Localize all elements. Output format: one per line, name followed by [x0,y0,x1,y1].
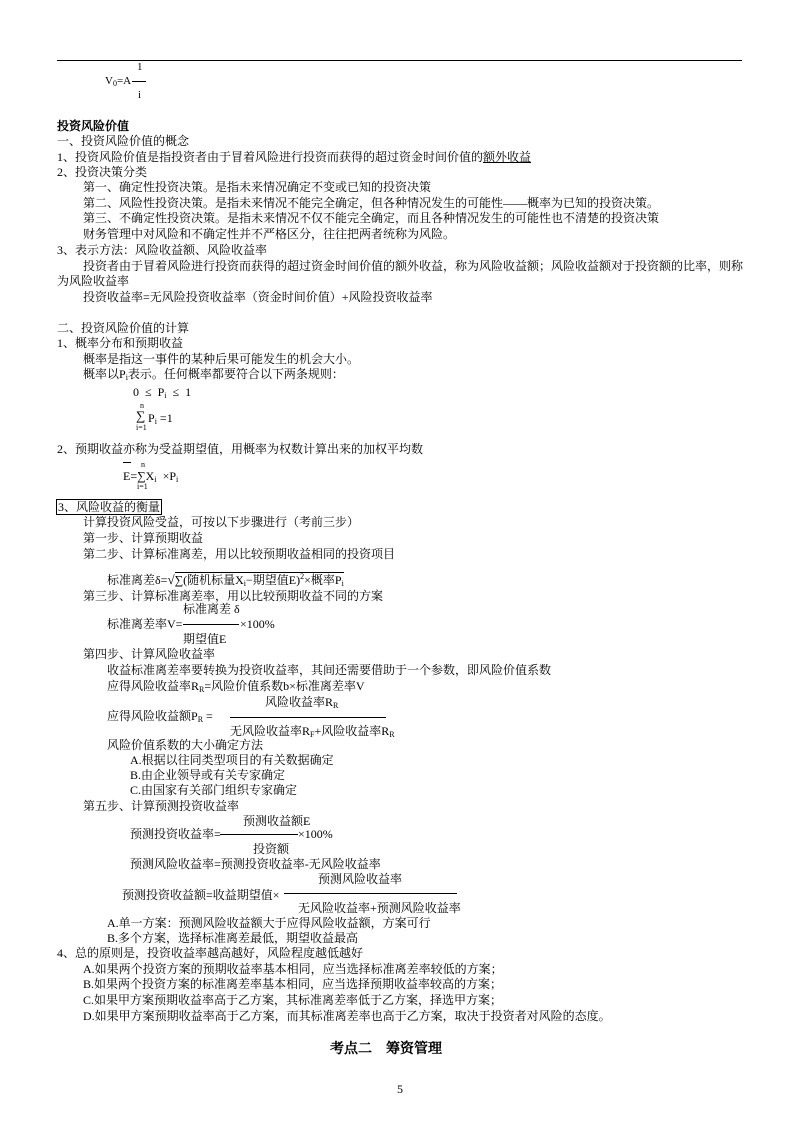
amount-lhs-subscript: R [197,715,204,724]
decision-types-heading: 2、投资决策分类 [57,165,148,179]
step3-formula-suffix: ×100% [240,617,275,631]
expected-formula-p-subscript: i [176,475,179,484]
required-risk-rate-formula [107,678,365,694]
amount-numerator-subscript: R [333,701,339,710]
radicand-pre: ∑(随机标量X [174,573,244,587]
expected-formula-upper-limit: n [141,460,145,469]
probability-heading: 1、概率分布和预期收益 [57,336,184,350]
forecast-amount-denominator: 无风险收益率+预测风险收益率 [298,901,461,915]
radicand-p-subscript: i [341,579,344,588]
expected-formula-x-subscript: i [154,475,157,484]
forecast-rate-numerator: 预测收益额E [243,814,311,828]
notation-subscript: i [125,373,128,382]
notation-pre: 概率以P [83,367,126,381]
rule2-upper-limit: n [140,401,144,410]
rule2-lower-limit: i=1 [136,423,147,432]
rule2-rhs: =1 [156,411,173,425]
std-formula-lhs: 标准离差δ= [107,573,168,587]
step5-heading: 第五步、计算预测投资收益率 [83,799,240,813]
formula-variable-subscript: 0 [112,79,117,88]
measurement-intro: 计算投资风险受益，可按以下步骤进行（考前三步） [83,515,360,529]
decision-type-line: 财务管理中对风险和不确定性并不严格区分，往往把两者统称为风险。 [83,227,456,241]
top-formula-lhs [105,73,131,89]
probability-notation [83,366,344,382]
expected-formula-lhs: E= [123,469,138,483]
coefficient-method-item: C.由国家有关部门组织专家确定 [130,783,298,797]
header-rule [57,60,742,61]
section-title: 投资风险价值 [57,119,130,133]
probability-rule-1 [133,384,191,400]
forecast-amount-numerator: 预测风险收益率 [318,872,403,886]
decision-type-line: 第二、风险性投资决策。是指未来情况不能完全确定，但各种情况发生的可能性——概率为已知的投资决策。 [83,196,660,210]
amount-lhs-text: 应得风险收益额P [107,709,198,723]
amount-denominator-subscript-1: F [310,730,315,739]
step3-heading: 第三步、计算标准离差率，用以比较预期收益不同的方案 [83,589,384,603]
amount-formula-numerator [265,694,338,710]
expression-heading: 3、表示方法：风险收益额、风险收益率 [57,243,268,257]
principle-item: D.如果甲方案预期收益率高于乙方案，而其标准离差率也高于乙方案，取决于投资者对风险的态度。 [83,1009,611,1023]
expected-value-overline [123,462,131,463]
notation-post: 表示。任何概率都要符合以下两条规则： [127,367,344,381]
decision-type-line: 第一、确定性投资决策。是指未来情况确定不变或已知的投资决策 [83,180,432,194]
underlined-term: 额外收益 [483,150,532,164]
principles-heading: 4、总的原则是，投资收益率越高越好，风险程度越低越好 [57,946,364,960]
step4-heading: 第四步、计算风险收益率 [83,647,216,661]
expected-formula-lower-limit: i=1 [137,482,148,491]
forecast-rate-denominator: 投资额 [253,842,290,856]
probability-definition: 概率是指这一事件的某种后果可能发生的机会大小。 [83,352,360,366]
step4-note: 收益标准离差率要转换为投资收益率，其间还需要借助于一个参数，即风险价值系数 [107,663,552,677]
calculation-heading: 二、投资风险价值的计算 [57,321,190,335]
step1-heading: 第一步、计算预期收益 [83,531,204,545]
radicand-post: ×概率P [304,573,342,587]
coefficient-method-item: A.根据以往同类型项目的有关数据确定 [130,753,334,767]
step3-formula-lhs: 标准离差率V= [107,617,183,631]
return-rate-formula: 投资收益率=无风险投资收益率（资金时间价值）+风险投资收益率 [83,290,433,304]
rule2-body [148,410,173,426]
forecast-rate-suffix: ×100% [298,827,333,841]
amount-formula-lhs [107,708,213,724]
forecast-amount-lhs: 预测投资收益额=收益期望值× [122,888,280,902]
page-number: 5 [397,1082,403,1096]
principle-item: B.如果两个投资方案的标准离差率基本相同，应当选择预期收益率较高的方案； [83,977,503,991]
rule2-variable: P [148,411,155,425]
concept-heading: 一、投资风险价值的概念 [57,134,190,148]
amount-lhs-equals: = [203,709,213,723]
step3-fraction-bar [183,624,239,625]
radicand-mid: −期望值E) [246,573,301,587]
rule1-pre: 0 ≤ P [133,385,165,399]
rate-formula-subscript: R [199,685,205,694]
amount-numerator-text: 风险收益率R [265,695,334,709]
radicand-exponent: 2 [300,572,305,581]
std-deviation-formula [107,572,344,588]
expected-return-formula [123,468,178,484]
square-root-sign: √ [167,572,175,587]
expression-paragraph-line: 为风险收益率 [57,274,130,288]
top-formula-numerator: 1 [137,61,143,73]
principle-item: C.如果甲方案预期收益率高于乙方案，其标准离差率低于乙方案，择选甲方案； [83,993,503,1007]
decision-type-line: 第三、不确定性投资决策。是指未来情况不仅不能完全确定，而且各种情况发生的可能性也不清楚的投资决策 [83,211,660,225]
step3-numerator: 标准离差 δ [183,602,240,616]
step3-denominator: 期望值E [183,632,227,646]
expression-paragraph-line: 投资者由于冒着风险进行投资而获得的超过资金时间价值的额外收益，称为风险收益额；风险收益额对于投资额的比率，则称 [83,259,744,273]
measurement-heading: 3、风险收益的衡量 [58,500,161,514]
rate-formula-pre: 应得风险收益率R [107,679,200,693]
next-section-title: 考点二 筹资管理 [330,1042,442,1057]
decision-rule-item: B.多个方案，选择标准离差最低，期望收益最高 [107,931,359,945]
forecast-rate-lhs: 预测投资收益率= [130,827,221,841]
amount-denominator-text: 无风险收益率R [230,724,311,738]
forecast-rate-fraction-bar [220,834,298,835]
decision-rule-item: A.单一方案：预测风险收益额大于应得风险收益额，方案可行 [107,916,431,930]
rate-formula-post: =风险价值系数b×标准离差率V [204,679,365,693]
amount-denominator-subscript-2: R [389,730,395,739]
expected-return-heading: 2、预期收益亦称为受益期望值，用概率为权数计算出来的加权平均数 [57,442,424,456]
forecast-amount-fraction-bar [284,893,457,894]
definition-text: 1、投资风险价值是指投资者由于冒着风险进行投资而获得的超过资金时间价值的 [57,150,484,164]
coefficient-method-item: B.由企业领导或有关专家确定 [130,768,286,782]
expected-formula-times: ×P [156,469,177,483]
rule1-subscript: i [164,391,167,400]
radicand [175,572,344,587]
amount-formula-fraction-bar [230,717,386,718]
radicand-x-subscript: i [243,579,247,588]
principle-item: A.如果两个投资方案的预期收益率基本相同，应当选择标准离差率较低的方案； [83,962,503,976]
rule1-post: ≤ 1 [166,385,192,399]
step2-heading: 第二步、计算标准离差，用以比较预期收益相同的投资项目 [83,547,396,561]
forecast-risk-rate-formula: 预测风险收益率=预测投资收益率-无风险收益率 [130,857,381,871]
expected-formula-x: X [145,469,155,483]
coefficient-methods-heading: 风险价值系数的大小确定方法 [107,738,264,752]
top-formula-denominator: i [138,89,142,101]
top-formula-fraction-bar [132,81,146,82]
rule2-subscript: i [154,417,157,426]
formula-variable: V [105,75,113,87]
rule2-summation-sign: ∑ [136,408,146,423]
formula-rhs: =A [116,75,132,87]
expected-formula-sigma: ∑ [137,469,146,483]
concept-definition [57,149,531,165]
amount-denominator-mid: +风险收益率R [314,724,390,738]
